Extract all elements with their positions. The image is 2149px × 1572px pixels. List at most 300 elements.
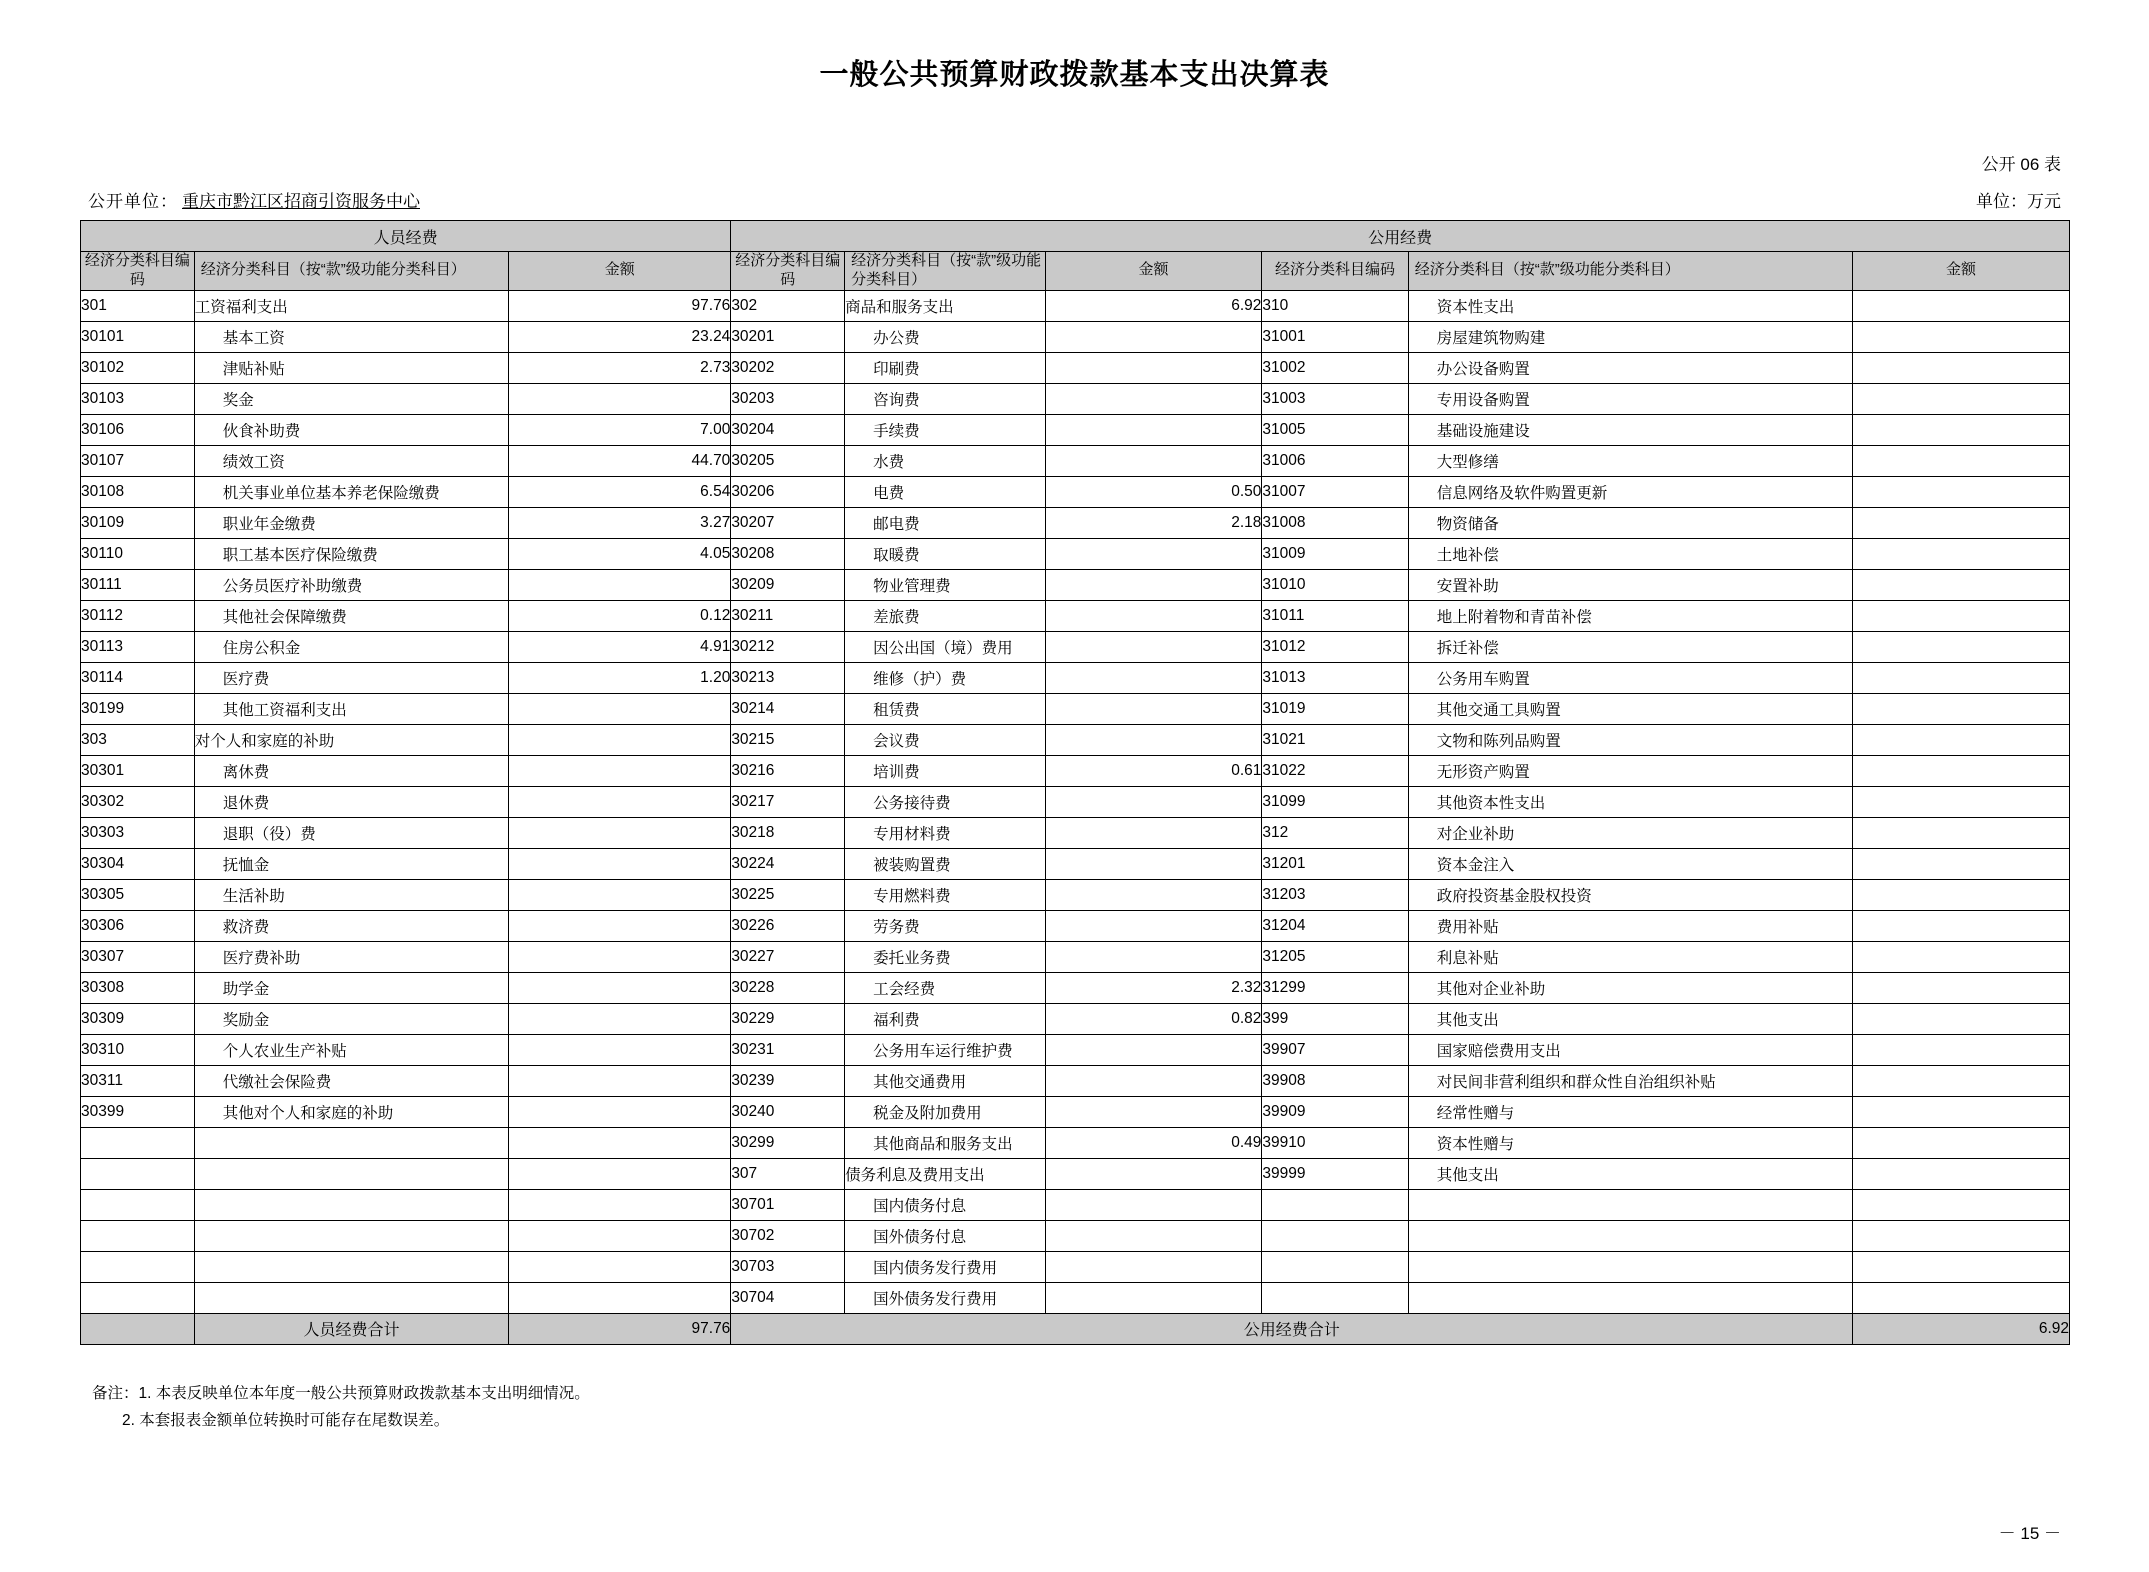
cell-code-public-a: 30701	[731, 1189, 845, 1220]
cell-amount-public-a: 0.61	[1045, 755, 1262, 786]
cell-code-personnel	[81, 1127, 195, 1158]
cell-name-public-b: 专用设备购置	[1408, 383, 1852, 414]
cell-name-public-b: 基础设施建设	[1408, 414, 1852, 445]
cell-amount-public-a	[1045, 1189, 1262, 1220]
cell-amount-personnel	[509, 1096, 731, 1127]
cell-name-personnel: 生活补助	[194, 879, 508, 910]
cell-name-public-b: 大型修缮	[1408, 445, 1852, 476]
cell-amount-public-a: 0.82	[1045, 1003, 1262, 1034]
cell-name-personnel: 公务员医疗补助缴费	[194, 569, 508, 600]
cell-amount-personnel	[509, 941, 731, 972]
cell-code-public-a: 30239	[731, 1065, 845, 1096]
page-number: － 15 －	[1998, 1524, 2061, 1543]
cell-amount-personnel	[509, 1065, 731, 1096]
table-row	[81, 476, 2070, 507]
cell-amount-personnel	[509, 910, 731, 941]
cell-amount-personnel	[509, 1189, 731, 1220]
cell-amount-public-b	[1853, 507, 2070, 538]
cell-amount-public-b	[1853, 1003, 2070, 1034]
cell-amount-public-b	[1853, 786, 2070, 817]
cell-amount-public-b	[1853, 1065, 2070, 1096]
cell-amount-personnel: 4.05	[509, 538, 731, 569]
cell-code-public-b: 31006	[1262, 445, 1408, 476]
cell-name-public-b: 其他交通工具购置	[1408, 693, 1852, 724]
cell-name-public-a: 会议费	[845, 724, 1046, 755]
cell-amount-public-b	[1853, 414, 2070, 445]
cell-amount-public-b	[1853, 724, 2070, 755]
cell-amount-public-a	[1045, 1096, 1262, 1127]
cell-amount-public-a: 2.32	[1045, 972, 1262, 1003]
cell-code-personnel	[81, 1282, 195, 1313]
cell-amount-public-a	[1045, 631, 1262, 662]
cell-name-personnel: 其他工资福利支出	[194, 693, 508, 724]
cell-amount-public-b	[1853, 1251, 2070, 1282]
cell-amount-public-a	[1045, 1220, 1262, 1251]
cell-name-public-a: 劳务费	[845, 910, 1046, 941]
table-row	[81, 507, 2070, 538]
cell-code-public-a: 30203	[731, 383, 845, 414]
cell-code-public-a: 302	[731, 290, 845, 321]
table-row	[81, 1282, 2070, 1313]
table-row	[81, 352, 2070, 383]
cell-code-public-b: 31201	[1262, 848, 1408, 879]
cell-code-public-b: 31099	[1262, 786, 1408, 817]
cell-code-public-b: 31001	[1262, 321, 1408, 352]
cell-amount-public-b	[1853, 476, 2070, 507]
cell-code-public-b: 31009	[1262, 538, 1408, 569]
cell-name-personnel: 住房公积金	[194, 631, 508, 662]
cell-amount-public-a	[1045, 445, 1262, 476]
table-row	[81, 755, 2070, 786]
cell-amount-public-a	[1045, 321, 1262, 352]
cell-code-public-b: 31010	[1262, 569, 1408, 600]
cell-name-public-a: 印刷费	[845, 352, 1046, 383]
cell-code-public-b: 39907	[1262, 1034, 1408, 1065]
cell-code-public-b: 312	[1262, 817, 1408, 848]
cell-amount-public-b	[1853, 290, 2070, 321]
cell-code-personnel: 30311	[81, 1065, 195, 1096]
cell-name-public-a: 委托业务费	[845, 941, 1046, 972]
cell-code-public-b: 31203	[1262, 879, 1408, 910]
cell-amount-public-b	[1853, 755, 2070, 786]
cell-name-public-b: 土地补偿	[1408, 538, 1852, 569]
cell-name-public-b: 利息补贴	[1408, 941, 1852, 972]
table-row	[81, 1251, 2070, 1282]
cell-amount-personnel: 4.91	[509, 631, 731, 662]
cell-name-personnel: 奖金	[194, 383, 508, 414]
table-row	[81, 1065, 2070, 1096]
cell-code-public-b: 31008	[1262, 507, 1408, 538]
table-row	[81, 569, 2070, 600]
cell-code-public-b	[1262, 1189, 1408, 1220]
cell-name-public-a: 被装购置费	[845, 848, 1046, 879]
table-row	[81, 321, 2070, 352]
cell-name-public-b: 房屋建筑物购建	[1408, 321, 1852, 352]
cell-amount-personnel: 6.54	[509, 476, 731, 507]
cell-code-personnel: 30112	[81, 600, 195, 631]
cell-code-public-a: 30229	[731, 1003, 845, 1034]
cell-name-personnel: 退休费	[194, 786, 508, 817]
cell-amount-personnel: 23.24	[509, 321, 731, 352]
table-row	[81, 445, 2070, 476]
cell-name-personnel: 伙食补助费	[194, 414, 508, 445]
column-header-amount3: 金额	[1853, 252, 2070, 291]
cell-amount-public-b	[1853, 352, 2070, 383]
cell-name-public-b	[1408, 1251, 1852, 1282]
cell-name-public-a: 咨询费	[845, 383, 1046, 414]
cell-amount-personnel	[509, 1158, 731, 1189]
cell-name-public-a: 办公费	[845, 321, 1046, 352]
cell-name-public-a: 其他商品和服务支出	[845, 1127, 1046, 1158]
cell-code-personnel: 30302	[81, 786, 195, 817]
cell-name-public-a: 邮电费	[845, 507, 1046, 538]
cell-name-public-b: 资本性赠与	[1408, 1127, 1852, 1158]
column-header-code2: 经济分类科目编码	[731, 252, 845, 291]
column-header-code1: 经济分类科目编码	[81, 252, 195, 291]
column-header-amount2: 金额	[1045, 252, 1262, 291]
cell-amount-public-a	[1045, 662, 1262, 693]
cell-name-personnel: 工资福利支出	[194, 290, 508, 321]
cell-amount-personnel: 7.00	[509, 414, 731, 445]
cell-name-personnel: 奖励金	[194, 1003, 508, 1034]
cell-amount-public-a	[1045, 1282, 1262, 1313]
cell-name-public-b: 对企业补助	[1408, 817, 1852, 848]
cell-code-public-b: 31299	[1262, 972, 1408, 1003]
cell-amount-personnel	[509, 848, 731, 879]
cell-code-personnel: 30101	[81, 321, 195, 352]
cell-code-public-a: 30216	[731, 755, 845, 786]
table-row	[81, 631, 2070, 662]
cell-code-public-b: 31204	[1262, 910, 1408, 941]
cell-name-personnel	[194, 1220, 508, 1251]
table-row	[81, 1189, 2070, 1220]
table-row	[81, 1158, 2070, 1189]
cell-amount-public-a	[1045, 600, 1262, 631]
table-row	[81, 538, 2070, 569]
cell-code-personnel: 30113	[81, 631, 195, 662]
cell-name-personnel: 代缴社会保险费	[194, 1065, 508, 1096]
cell-code-personnel	[81, 1158, 195, 1189]
cell-name-public-a: 电费	[845, 476, 1046, 507]
cell-name-public-b: 国家赔偿费用支出	[1408, 1034, 1852, 1065]
cell-amount-public-b	[1853, 321, 2070, 352]
cell-amount-public-a: 6.92	[1045, 290, 1262, 321]
cell-amount-public-a: 2.18	[1045, 507, 1262, 538]
total-amount-personnel: 97.76	[509, 1313, 731, 1344]
cell-name-personnel: 对个人和家庭的补助	[194, 724, 508, 755]
cell-amount-public-b	[1853, 817, 2070, 848]
cell-code-public-b: 310	[1262, 290, 1408, 321]
cell-amount-public-b	[1853, 910, 2070, 941]
cell-name-personnel: 医疗费	[194, 662, 508, 693]
cell-name-personnel: 救济费	[194, 910, 508, 941]
table-notes	[92, 1380, 590, 1434]
cell-amount-public-a	[1045, 538, 1262, 569]
cell-code-personnel: 30309	[81, 1003, 195, 1034]
cell-code-public-a: 30226	[731, 910, 845, 941]
sheet-number: 公开 06 表	[1981, 155, 2061, 174]
cell-code-public-b	[1262, 1220, 1408, 1251]
cell-name-public-b: 物资储备	[1408, 507, 1852, 538]
cell-name-public-b: 其他资本性支出	[1408, 786, 1852, 817]
cell-name-public-a: 专用燃料费	[845, 879, 1046, 910]
cell-name-public-a: 债务利息及费用支出	[845, 1158, 1046, 1189]
cell-code-personnel: 30111	[81, 569, 195, 600]
cell-amount-public-a: 0.49	[1045, 1127, 1262, 1158]
cell-amount-public-b	[1853, 1096, 2070, 1127]
cell-code-public-a: 30215	[731, 724, 845, 755]
cell-name-public-a: 工会经费	[845, 972, 1046, 1003]
cell-code-public-b: 31005	[1262, 414, 1408, 445]
total-spacer-left	[81, 1313, 195, 1344]
cell-amount-public-a	[1045, 569, 1262, 600]
cell-amount-public-b	[1853, 1127, 2070, 1158]
cell-amount-personnel	[509, 755, 731, 786]
cell-name-personnel: 医疗费补助	[194, 941, 508, 972]
cell-amount-public-b	[1853, 941, 2070, 972]
organization-name: 重庆市黔江区招商引资服务中心	[182, 192, 420, 211]
group-header-personnel: 人员经费	[81, 221, 731, 252]
table-group-header-row	[81, 221, 2070, 252]
cell-code-public-b: 39908	[1262, 1065, 1408, 1096]
cell-code-public-a: 30299	[731, 1127, 845, 1158]
cell-amount-personnel	[509, 786, 731, 817]
cell-amount-public-b	[1853, 569, 2070, 600]
cell-name-public-a: 培训费	[845, 755, 1046, 786]
cell-code-public-a: 30228	[731, 972, 845, 1003]
budget-table	[80, 220, 2070, 1345]
cell-name-public-b: 无形资产购置	[1408, 755, 1852, 786]
cell-amount-public-a	[1045, 910, 1262, 941]
cell-code-public-a: 30217	[731, 786, 845, 817]
table-total-row	[81, 1313, 2070, 1344]
total-amount-public: 6.92	[1853, 1313, 2070, 1344]
cell-amount-public-a	[1045, 941, 1262, 972]
cell-code-personnel: 301	[81, 290, 195, 321]
cell-name-public-b	[1408, 1282, 1852, 1313]
cell-code-public-a: 30218	[731, 817, 845, 848]
cell-name-personnel: 津贴补贴	[194, 352, 508, 383]
cell-code-public-a: 30213	[731, 662, 845, 693]
cell-name-personnel	[194, 1158, 508, 1189]
cell-name-public-b: 对民间非营利组织和群众性自治组织补贴	[1408, 1065, 1852, 1096]
cell-amount-personnel	[509, 817, 731, 848]
cell-name-public-a: 国外债务发行费用	[845, 1282, 1046, 1313]
table-column-header-row	[81, 252, 2070, 291]
cell-code-personnel: 30114	[81, 662, 195, 693]
cell-code-public-b: 31013	[1262, 662, 1408, 693]
cell-amount-public-a	[1045, 879, 1262, 910]
table-row	[81, 941, 2070, 972]
cell-name-personnel: 其他社会保障缴费	[194, 600, 508, 631]
table-row	[81, 693, 2070, 724]
cell-name-public-a: 公务接待费	[845, 786, 1046, 817]
cell-name-personnel: 个人农业生产补贴	[194, 1034, 508, 1065]
table-row	[81, 414, 2070, 445]
cell-amount-personnel: 0.12	[509, 600, 731, 631]
page-title: 一般公共预算财政拨款基本支出决算表	[819, 59, 1330, 91]
table-body	[81, 290, 2070, 1313]
cell-amount-personnel	[509, 693, 731, 724]
cell-code-public-a: 30202	[731, 352, 845, 383]
cell-code-public-a: 30240	[731, 1096, 845, 1127]
table-row	[81, 972, 2070, 1003]
cell-amount-personnel	[509, 383, 731, 414]
cell-name-public-b: 资本金注入	[1408, 848, 1852, 879]
cell-code-personnel: 30304	[81, 848, 195, 879]
cell-name-public-b	[1408, 1220, 1852, 1251]
cell-name-public-b: 公务用车购置	[1408, 662, 1852, 693]
cell-amount-public-a	[1045, 414, 1262, 445]
cell-name-personnel	[194, 1251, 508, 1282]
cell-name-public-a: 税金及附加费用	[845, 1096, 1046, 1127]
cell-amount-public-b	[1853, 972, 2070, 1003]
cell-code-personnel	[81, 1220, 195, 1251]
cell-amount-personnel	[509, 569, 731, 600]
cell-name-public-a: 差旅费	[845, 600, 1046, 631]
cell-amount-personnel: 97.76	[509, 290, 731, 321]
cell-name-public-b: 经常性赠与	[1408, 1096, 1852, 1127]
cell-code-public-b: 39909	[1262, 1096, 1408, 1127]
cell-name-public-b: 文物和陈列品购置	[1408, 724, 1852, 755]
cell-amount-personnel	[509, 1127, 731, 1158]
cell-name-public-a: 公务用车运行维护费	[845, 1034, 1046, 1065]
cell-name-public-b	[1408, 1189, 1852, 1220]
cell-code-public-a: 30703	[731, 1251, 845, 1282]
cell-amount-public-a	[1045, 1158, 1262, 1189]
cell-code-public-b	[1262, 1251, 1408, 1282]
cell-amount-personnel	[509, 1003, 731, 1034]
cell-amount-personnel	[509, 1220, 731, 1251]
cell-name-public-a: 租赁费	[845, 693, 1046, 724]
cell-code-public-b: 31011	[1262, 600, 1408, 631]
column-header-amount1: 金额	[509, 252, 731, 291]
cell-amount-public-b	[1853, 631, 2070, 662]
cell-name-public-b: 其他支出	[1408, 1158, 1852, 1189]
total-label-personnel: 人员经费合计	[194, 1313, 508, 1344]
cell-code-public-b: 31019	[1262, 693, 1408, 724]
table-row	[81, 910, 2070, 941]
cell-amount-public-a	[1045, 724, 1262, 755]
cell-amount-personnel: 3.27	[509, 507, 731, 538]
cell-name-public-a: 手续费	[845, 414, 1046, 445]
table-row	[81, 786, 2070, 817]
note-line-2: 2. 本套报表金额单位转换时可能存在尾数误差。	[122, 1412, 450, 1430]
cell-name-public-a: 福利费	[845, 1003, 1046, 1034]
cell-amount-personnel: 2.73	[509, 352, 731, 383]
cell-amount-public-a	[1045, 848, 1262, 879]
table-row	[81, 879, 2070, 910]
cell-amount-public-b	[1853, 879, 2070, 910]
cell-amount-public-b	[1853, 538, 2070, 569]
cell-amount-public-a	[1045, 352, 1262, 383]
cell-name-personnel	[194, 1282, 508, 1313]
cell-code-personnel: 30306	[81, 910, 195, 941]
cell-name-public-a: 其他交通费用	[845, 1065, 1046, 1096]
cell-amount-public-b	[1853, 600, 2070, 631]
cell-code-personnel: 30109	[81, 507, 195, 538]
cell-amount-personnel	[509, 1251, 731, 1282]
cell-amount-public-b	[1853, 693, 2070, 724]
cell-code-personnel: 30107	[81, 445, 195, 476]
cell-code-public-a: 30211	[731, 600, 845, 631]
cell-name-public-a: 水费	[845, 445, 1046, 476]
cell-amount-public-b	[1853, 1034, 2070, 1065]
cell-name-public-b: 办公设备购置	[1408, 352, 1852, 383]
cell-code-personnel: 30305	[81, 879, 195, 910]
cell-code-public-b: 31021	[1262, 724, 1408, 755]
cell-amount-public-b	[1853, 1220, 2070, 1251]
table-row	[81, 383, 2070, 414]
cell-code-public-b: 31022	[1262, 755, 1408, 786]
cell-code-personnel: 30199	[81, 693, 195, 724]
cell-code-public-a: 30209	[731, 569, 845, 600]
cell-code-public-a: 30225	[731, 879, 845, 910]
cell-name-public-a: 国内债务付息	[845, 1189, 1046, 1220]
column-header-name3: 经济分类科目（按“款”级功能分类科目）	[1408, 252, 1852, 291]
cell-name-public-b: 其他对企业补助	[1408, 972, 1852, 1003]
cell-code-personnel: 30308	[81, 972, 195, 1003]
cell-name-public-a: 国外债务付息	[845, 1220, 1046, 1251]
cell-code-public-b: 31007	[1262, 476, 1408, 507]
cell-name-personnel: 职工基本医疗保险缴费	[194, 538, 508, 569]
cell-name-public-b: 费用补贴	[1408, 910, 1852, 941]
table-row	[81, 600, 2070, 631]
cell-name-personnel: 绩效工资	[194, 445, 508, 476]
cell-code-personnel	[81, 1251, 195, 1282]
cell-code-public-b: 31012	[1262, 631, 1408, 662]
cell-code-public-b	[1262, 1282, 1408, 1313]
cell-amount-public-a: 0.50	[1045, 476, 1262, 507]
cell-amount-public-a	[1045, 786, 1262, 817]
table-row	[81, 1127, 2070, 1158]
cell-name-personnel: 助学金	[194, 972, 508, 1003]
cell-name-public-b: 拆迁补偿	[1408, 631, 1852, 662]
cell-name-public-a: 物业管理费	[845, 569, 1046, 600]
cell-name-public-a: 商品和服务支出	[845, 290, 1046, 321]
table-row	[81, 1096, 2070, 1127]
cell-amount-personnel	[509, 724, 731, 755]
cell-name-public-b: 政府投资基金股权投资	[1408, 879, 1852, 910]
cell-code-personnel: 30303	[81, 817, 195, 848]
cell-code-public-a: 30206	[731, 476, 845, 507]
cell-code-public-a: 30227	[731, 941, 845, 972]
cell-code-personnel: 30399	[81, 1096, 195, 1127]
cell-name-personnel: 机关事业单位基本养老保险缴费	[194, 476, 508, 507]
cell-code-public-a: 30231	[731, 1034, 845, 1065]
cell-code-personnel: 30310	[81, 1034, 195, 1065]
cell-name-public-b: 资本性支出	[1408, 290, 1852, 321]
table-row	[81, 1220, 2070, 1251]
cell-code-public-a: 307	[731, 1158, 845, 1189]
unit-note: 单位：万元	[1976, 192, 2061, 211]
organization-label: 公开单位：	[88, 192, 178, 211]
cell-code-public-b: 39910	[1262, 1127, 1408, 1158]
cell-amount-public-b	[1853, 848, 2070, 879]
table-row	[81, 662, 2070, 693]
cell-code-personnel: 30108	[81, 476, 195, 507]
cell-amount-public-b	[1853, 445, 2070, 476]
cell-amount-public-a	[1045, 1251, 1262, 1282]
table-row	[81, 290, 2070, 321]
cell-code-public-b: 31002	[1262, 352, 1408, 383]
column-header-code3: 经济分类科目编码	[1262, 252, 1408, 291]
cell-amount-personnel	[509, 972, 731, 1003]
cell-name-personnel: 退职（役）费	[194, 817, 508, 848]
cell-name-public-b: 地上附着物和青苗补偿	[1408, 600, 1852, 631]
cell-amount-personnel	[509, 1282, 731, 1313]
cell-name-public-a: 国内债务发行费用	[845, 1251, 1046, 1282]
